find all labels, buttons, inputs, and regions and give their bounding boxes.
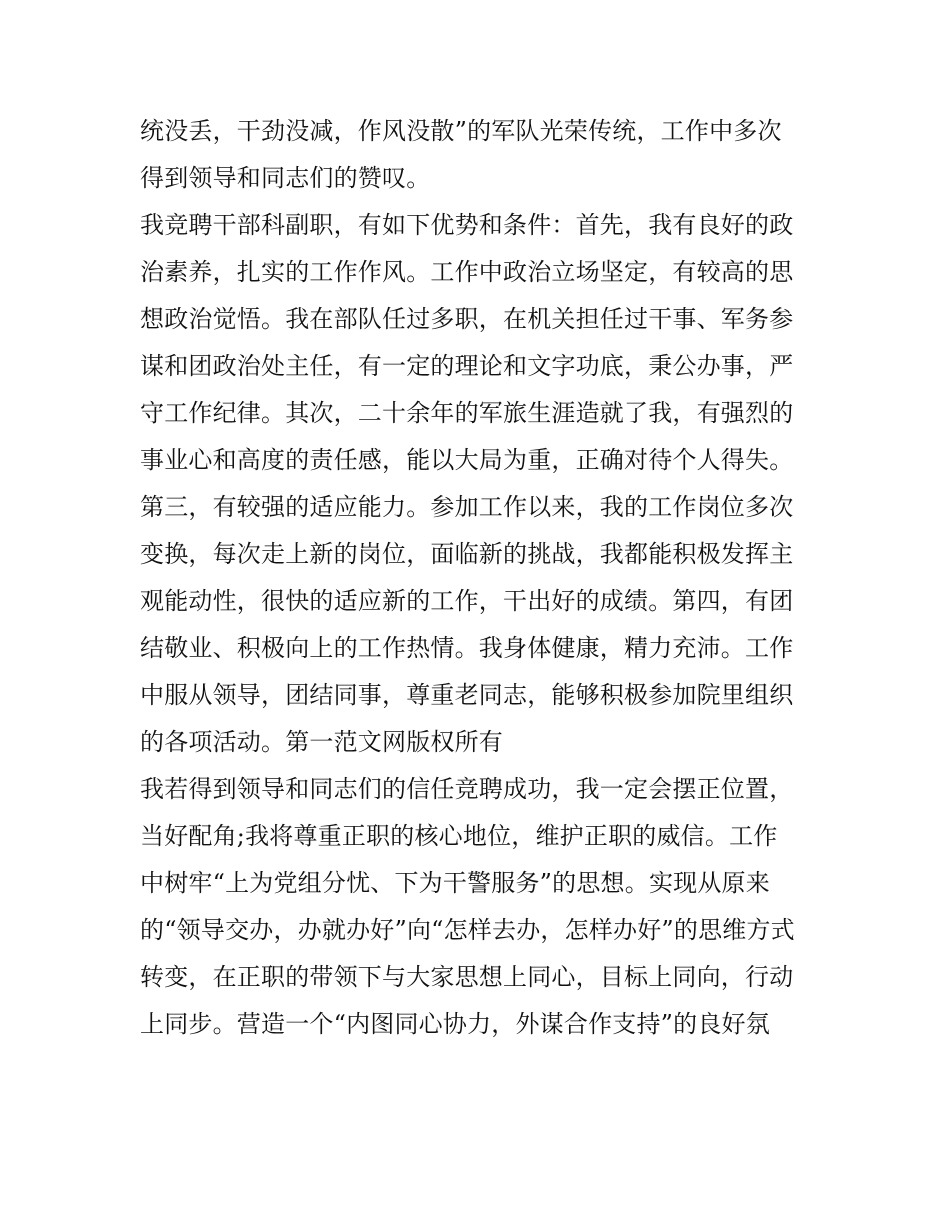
text-line: 我若得到领导和同志们的信任竞聘成功，我一定会摆正位置， xyxy=(140,775,794,803)
text-line: 第三，有较强的适应能力。参加工作以来，我的工作岗位多次 xyxy=(140,493,794,521)
text-line: 中服从领导，团结同事，尊重老同志，能够积极参加院里组织 xyxy=(140,681,794,709)
text-line: 转变，在正职的带领下与大家思想上同心，目标上同向，行动 xyxy=(140,963,794,991)
text-line: 想政治觉悟。我在部队任过多职，在机关担任过干事、军务参 xyxy=(140,305,794,333)
text-line: 我竞聘干部科副职，有如下优势和条件：首先，我有良好的政 xyxy=(140,211,794,239)
text-line: 结敬业、积极向上的工作热情。我身体健康，精力充沛。工作 xyxy=(140,634,794,662)
text-line: 得到领导和同志们的赞叹。 xyxy=(140,164,431,192)
text-line: 上同步。营造一个“内图同心协力，外谋合作支持”的良好氛 xyxy=(140,1010,770,1038)
text-line: 的各项活动。第一范文网版权所有 xyxy=(140,728,503,756)
body-text xyxy=(140,108,820,1048)
text-line: 中树牢“上为党组分忧、下为干警服务”的思想。实现从原来 xyxy=(140,869,770,897)
text-line: 守工作纪律。其次，二十余年的军旅生涯造就了我，有强烈的 xyxy=(140,399,794,427)
text-line: 变换，每次走上新的岗位，面临新的挑战，我都能积极发挥主 xyxy=(140,540,794,568)
text-line: 的“领导交办，办就办好”向“怎样去办，怎样办好”的思维方式 xyxy=(140,916,795,944)
text-line: 事业心和高度的责任感，能以大局为重，正确对待个人得失。 xyxy=(140,446,794,474)
text-line: 当好配角;我将尊重正职的核心地位，维护正职的威信。工作 xyxy=(140,822,778,850)
text-line: 谋和团政治处主任，有一定的理论和文字功底，秉公办事，严 xyxy=(140,352,794,380)
text-line: 统没丢，干劲没减，作风没散”的军队光荣传统，工作中多次 xyxy=(140,117,782,145)
text-line: 观能动性，很快的适应新的工作，干出好的成绩。第四，有团 xyxy=(140,587,794,615)
text-line: 治素养，扎实的工作作风。工作中政治立场坚定，有较高的思 xyxy=(140,258,794,286)
